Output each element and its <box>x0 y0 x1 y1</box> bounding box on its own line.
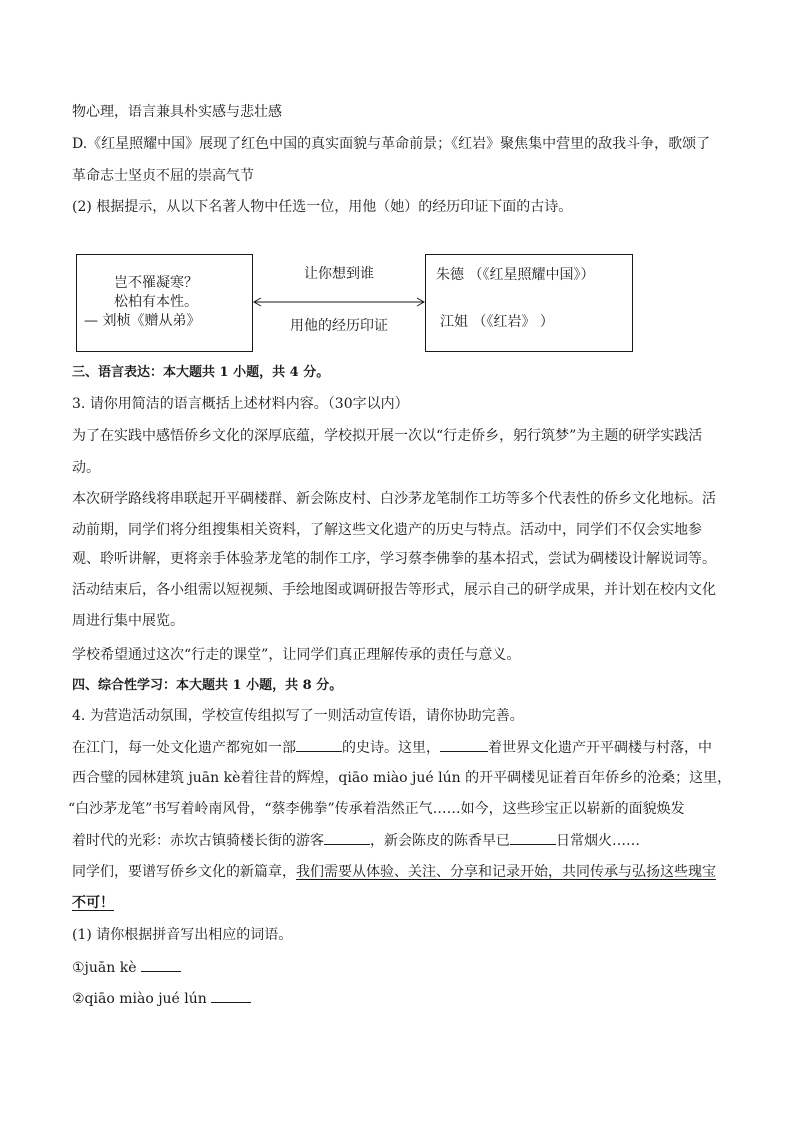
question-2-2: (2) 根据提示，从以下名著人物中任选一位，用他（她）的经历印证下面的古诗。 <box>72 199 573 215</box>
option-d-line-1: D.《红星照耀中国》展现了红色中国的真实面貌与革命前景；《红岩》聚焦集中营里的敌我斗争，歌颂了 <box>72 136 711 152</box>
blank-tourists[interactable] <box>324 830 370 845</box>
material-para-2-line-1: 本次研学路线将串联起开平碉楼群、新会陈皮村、白沙茅龙笔制作工坊等多个代表性的侨乡文化地标。活 <box>72 491 716 507</box>
slogan-line-6: 不可！ <box>72 895 114 911</box>
slogan-text: 着时代的光彩：赤坎古镇骑楼长街的游客 <box>72 833 324 849</box>
slogan-text: 的史诗。这里， <box>342 740 440 756</box>
pinyin-2: ②qiāo miào jué lún <box>72 991 207 1007</box>
material-para-2-line-5: 周进行集中展览。 <box>72 613 184 629</box>
blank-verb[interactable] <box>440 737 488 752</box>
character-jiang-jie: 江姐 （《红岩》 ） <box>440 314 554 330</box>
pinyin-1: ①juān kè <box>72 960 137 976</box>
slogan-text: 同学们，要谱写侨乡文化的新篇章， <box>72 864 296 880</box>
slogan-line-3: “白沙茅龙笔”书写着岭南风骨，“蔡李佛拳”传承着浩然正气……如今，这些珍宝正以崭新的面貌焕发 <box>68 801 685 817</box>
section-4-heading: 四、综合性学习：本大题共 1 小题，共 8 分。 <box>72 678 343 693</box>
poem-line-1: 岂不罹凝寒？ <box>114 275 198 291</box>
material-para-1-line-2: 动。 <box>72 460 100 476</box>
material-para-2-line-4: 活动结束后，各小组需以短视频、手绘地图或调研报告等形式，展示自己的研学成果，并计划在校内文化 <box>72 582 716 598</box>
material-para-2-line-2: 动前期，同学们将分组搜集相关资料，了解这些文化遗产的历史与特点。活动中，同学们不仅会实地参 <box>72 522 702 538</box>
double-arrow-icon <box>252 294 426 310</box>
top-arrow-label: 让你想到谁 <box>304 266 374 282</box>
poem-attribution: — 刘桢《赠从弟》 <box>84 313 201 329</box>
answer-2 <box>72 988 732 1009</box>
option-d-line-2: 革命志士坚贞不屈的崇高气节 <box>72 168 254 184</box>
slogan-text: 日常烟火…… <box>556 833 640 849</box>
slogan-line-5 <box>72 862 732 882</box>
option-c-tail: 物心理，语言兼具朴实感与悲壮感 <box>72 104 282 120</box>
section-3-heading: 三、语言表达：本大题共 1 小题，共 4 分。 <box>72 365 330 380</box>
material-para-3: 学校希望通过这次“行走的课堂”，让同学们真正理解传承的责任与意义。 <box>72 647 521 663</box>
blank-epic[interactable] <box>296 737 342 752</box>
slogan-line-4 <box>72 830 732 851</box>
material-para-2-line-3: 观、聆听讲解，更将亲手体验茅龙笔的制作工序，学习蔡李佛拳的基本招式，尝试为碉楼设计解说词等。 <box>72 551 716 567</box>
bottom-arrow-label: 用他的经历印证 <box>290 318 388 334</box>
question-3: 3. 请你用简洁的语言概括上述材料内容。（30字以内） <box>72 396 409 412</box>
blank-integrate[interactable] <box>510 830 556 845</box>
slogan-line-1 <box>72 737 732 758</box>
answer-1-blank[interactable] <box>141 957 181 972</box>
slogan-line-2: 西合璧的园林建筑 juān kè着往昔的辉煌，qiāo miào jué lún 的开平碉楼见证着百年侨乡的沧桑；这里， <box>72 770 732 786</box>
poem-line-2: 松柏有本性。 <box>114 294 198 310</box>
answer-1 <box>72 957 732 978</box>
question-4: 4. 为营造活动氛围，学校宣传组拟写了一则活动宣传语，请你协助完善。 <box>72 708 524 724</box>
slogan-text: 着世界文化遗产开平碉楼与村落，中 <box>488 740 712 756</box>
answer-2-blank[interactable] <box>211 988 251 1003</box>
slogan-text: 在江门，每一处文化遗产都宛如一部 <box>72 740 296 756</box>
slogan-text: ，新会陈皮的陈香早已 <box>370 833 510 849</box>
material-para-1-line-1: 为了在实践中感悟侨乡文化的深厚底蕴，学校拟开展一次以“行走侨乡，躬行筑梦”为主题的研学实践活 <box>72 428 703 444</box>
underlined-sentence: 我们需要从体验、关注、分享和记录开始，共同传承与弘扬这些瑰宝 <box>296 864 716 880</box>
character-zhu-de: 朱德 （《红星照耀中国》） <box>436 267 595 283</box>
question-4-1: (1) 请你根据拼音写出相应的词语。 <box>72 927 293 943</box>
